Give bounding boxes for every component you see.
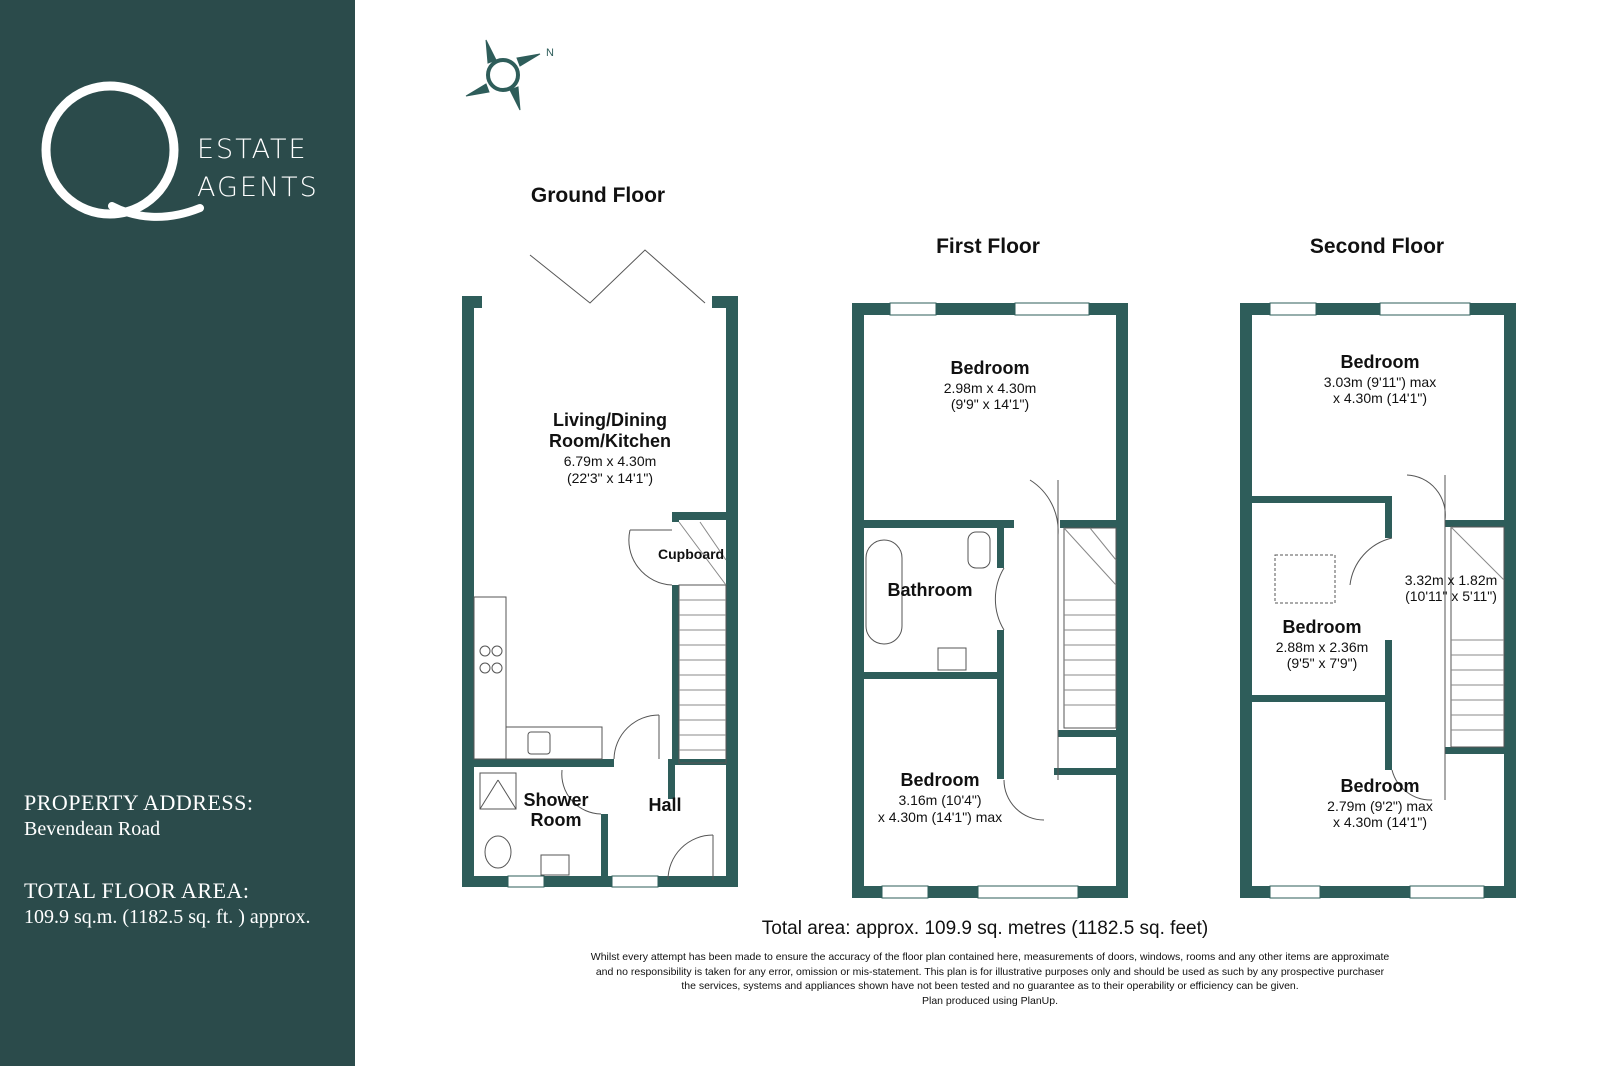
first-bedroom-bottom-name: Bedroom [900,770,980,790]
second-bedroom-middle-dim-line1: 2.88m x 2.36m [1275,639,1369,655]
living-room-dim-line1: 6.79m x 4.30m [563,453,657,469]
living-room-name-line1: Living/Dining [553,410,667,430]
address-value: Bevendean Road [24,818,161,840]
bathroom-label: Bathroom [887,580,973,600]
second-bedroom-bottom-dim-line1: 2.79m (9'2") max [1327,798,1433,814]
living-room-name-line2: Room/Kitchen [548,431,672,451]
disclaimer-text: Whilst every attempt has been made to ensure the accuracy of the floor plan contained here, measurements of doors, windows, rooms and any other items are approximate and no responsibility is taken for any error, omission or mis-statement. This plan is for illustrative purposes only and should be used as such by any prospective purchaser the services, systems and appliances shown have not been tested and no guarantee as to their operability or efficiency can be given. [590,951,1390,992]
first-bedroom-bottom-dim-line1: 3.16m (10'4") [898,792,982,808]
second-floor-title: Second Floor [1309,235,1445,258]
landing-dim-line2: (10'11" x 5'11") [1405,588,1497,604]
shower-room-name-line2: Room [530,810,582,830]
cupboard-label: Cupboard [658,546,725,562]
area-heading: TOTAL FLOOR AREA: [24,878,250,903]
second-bedroom-middle-dim-line2: (9'5" x 7'9") [1286,655,1358,671]
logo-line-agents: AGENTS [197,172,319,203]
landing-dim-line1: 3.32m x 1.82m [1404,572,1498,588]
address-heading: PROPERTY ADDRESS: [24,790,254,815]
shower-room-name-line1: Shower [523,790,589,810]
compass-icon [466,40,540,110]
second-bedroom-top-dim-line1: 3.03m (9'11") max [1323,374,1437,390]
second-bedroom-bottom-name: Bedroom [1340,776,1420,796]
second-bedroom-top-dim-line2: x 4.30m (14'1") [1332,390,1428,406]
ground-floor-title: Ground Floor [530,184,666,207]
logo-line-estate: ESTATE [197,134,308,165]
disclaimer-block [590,950,1390,1008]
second-bedroom-bottom-dim-line2: x 4.30m (14'1") [1332,814,1428,830]
hall-label: Hall [648,795,682,815]
second-bedroom-middle-name: Bedroom [1282,617,1362,637]
plan-produced-by: Plan produced using PlanUp. [921,994,1058,1007]
second-bedroom-top-name: Bedroom [1340,352,1420,372]
first-floor-title: First Floor [936,235,1040,258]
first-bedroom-bottom-dim-line2: x 4.30m (14'1") max [877,809,1003,825]
total-area-label: Total area: approx. 109.9 sq. metres (1182.5 sq. feet) [761,918,1209,939]
area-value: 109.9 sq.m. (1182.5 sq. ft. ) approx. [24,906,311,928]
first-bedroom-top-dim-line2: (9'9" x 14'1") [950,396,1030,412]
first-bedroom-top-dim-line1: 2.98m x 4.30m [943,380,1037,396]
first-bedroom-top-name: Bedroom [950,358,1030,378]
compass-north-label: N [546,47,554,59]
living-room-dim-line2: (22'3" x 14'1") [566,470,654,486]
